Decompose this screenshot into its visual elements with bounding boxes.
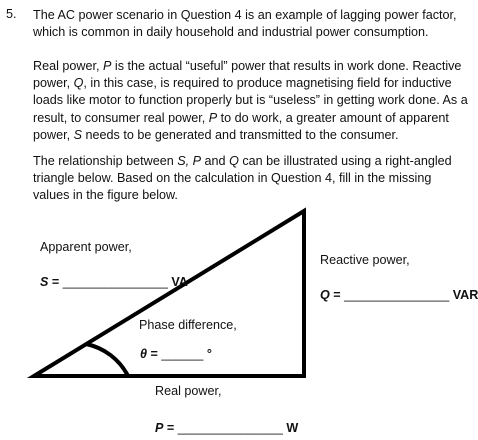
reactive-power-label: Reactive power, — [320, 253, 410, 267]
phase-difference-label: Phase difference, — [139, 318, 237, 332]
p3-text-1: The relationship between — [33, 154, 178, 168]
s-unit: VA — [171, 275, 188, 289]
s-equals: = — [48, 275, 63, 289]
p2-text-2: is the actual “useful” power that results in work done. Reactive power, — [33, 59, 462, 91]
p2-text-3: , in this case, is required to produce magnetising field for inductive loads like motor to function properly but is “useless” in getting work done. As a result, to consumer real power, — [33, 76, 468, 125]
theta-symbol: θ — [140, 347, 148, 361]
q-equals: = — [329, 288, 345, 302]
s-symbol: S — [40, 275, 49, 289]
p-symbol: P — [155, 421, 164, 435]
p2-text-5: needs to be generated and transmitted to the consumer. — [82, 127, 399, 142]
phase-difference-value-field[interactable] — [140, 347, 212, 362]
p3-symbol-q: Q — [229, 154, 239, 168]
p2-text-4: to do work, a greater amount of apparent power, — [33, 110, 449, 142]
q-blank[interactable]: _______________ — [344, 288, 450, 302]
p-blank[interactable]: _______________ — [177, 421, 283, 435]
s-blank[interactable]: _______________ — [62, 275, 168, 289]
p3-symbols-s-p: S, P — [177, 154, 202, 168]
p-unit: W — [286, 421, 299, 435]
q-unit: VAR — [452, 288, 478, 302]
real-power-label: Real power, — [155, 384, 222, 398]
theta-equals: = — [147, 347, 162, 361]
intro-paragraph: The AC power scenario in Question 4 is an example of lagging power factor, which is common in daily household and industrial power consumption. — [33, 8, 457, 40]
p2-symbol-p-2: P — [208, 110, 218, 125]
apparent-power-label: Apparent power, — [40, 240, 132, 254]
apparent-power-value-field[interactable] — [40, 275, 188, 290]
question-number: 5. — [6, 7, 17, 21]
p3-text-3: can be illustrated using a right-angled triangle below. Based on the calculation in Question 4, fill in the missing values in the figure below. — [33, 154, 452, 203]
q-symbol: Q — [320, 288, 330, 302]
reactive-power-value-field[interactable] — [320, 288, 478, 303]
p2-symbol-s: S — [73, 127, 83, 142]
p2-symbol-q: Q — [73, 76, 84, 91]
theta-unit: ° — [206, 347, 212, 361]
p2-text-1: Real power, — [33, 59, 104, 73]
p2-symbol-p: P — [103, 59, 112, 73]
real-power-value-field[interactable] — [155, 421, 298, 436]
theta-blank[interactable]: ______ — [161, 347, 204, 361]
phase-angle-arc — [86, 344, 128, 376]
p3-text-2: and — [201, 154, 230, 168]
p-equals: = — [163, 421, 178, 435]
